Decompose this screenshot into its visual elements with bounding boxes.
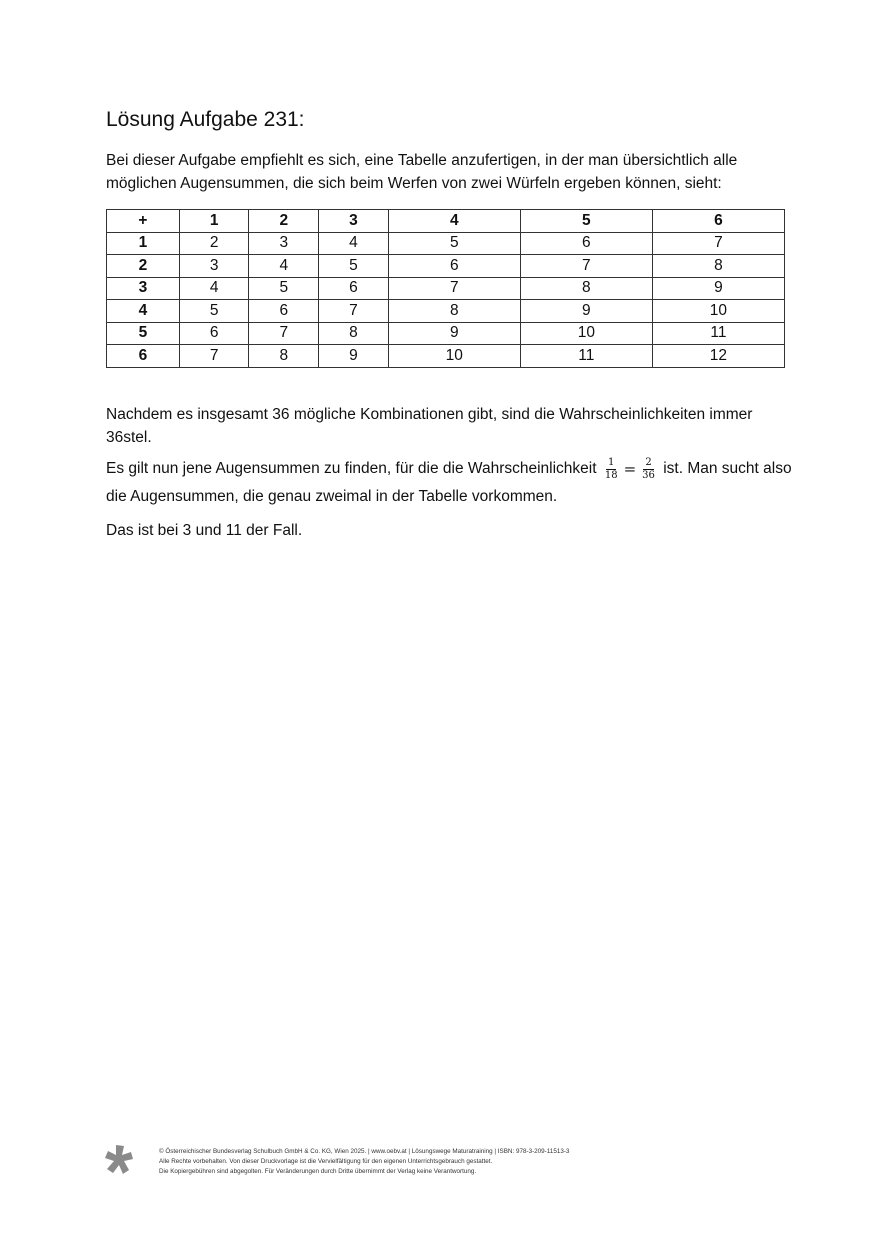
table-cell: 4: [179, 277, 249, 300]
fraction-denominator: 36: [642, 469, 655, 481]
table-row: [107, 300, 785, 323]
fraction-numerator: 1: [608, 456, 615, 468]
footer-line-3: Die Kopiergebühren sind abgegolten. Für Veränderungen durch Dritte übernimmt der Verlag keine Verantwortung.: [159, 1168, 477, 1175]
table-header-cell: 1: [179, 210, 249, 233]
table-cell: 8: [520, 277, 652, 300]
table-cell: 2: [179, 232, 249, 255]
probability-text-after: ist. Man sucht also die Augensummen, die genau zweimal in der Tabelle vorkommen.: [106, 460, 792, 506]
intro-paragraph: Bei dieser Aufgabe empfiehlt es sich, eine Tabelle anzufertigen, in der man übersichtlich alle möglichen Augensummen, die sich beim Werfen von zwei Würfeln ergeben können, sieht:: [106, 152, 738, 192]
table-row: [107, 232, 785, 255]
table-cell: 7: [520, 255, 652, 278]
fraction-one-eighteenth: [603, 457, 620, 482]
row-header-cell: 3: [107, 277, 180, 300]
table-header-row: [107, 210, 785, 233]
row-header-cell: 1: [107, 232, 180, 255]
table-cell: 8: [652, 255, 784, 278]
fraction-denominator: 18: [604, 469, 618, 481]
dice-sum-table: [106, 209, 785, 368]
table-cell: 7: [652, 232, 784, 255]
row-header-cell: 5: [107, 322, 180, 345]
table-cell: 9: [388, 322, 520, 345]
table-cell: 9: [520, 300, 652, 323]
table-cell: 5: [249, 277, 319, 300]
table-cell: 7: [179, 345, 249, 368]
table-cell: 6: [520, 232, 652, 255]
row-header-cell: 6: [107, 345, 180, 368]
footer-line-1: © Österreichischer Bundesverlag Schulbuch GmbH & Co. KG, Wien 2025. | www.oebv.at | Lösungswege Maturatraining | ISBN: 978-3-209-11513-3: [159, 1148, 570, 1155]
conclusion-paragraph: Das ist bei 3 und 11 der Fall.: [106, 522, 303, 539]
row-header-cell: 4: [107, 300, 180, 323]
table-cell: 5: [388, 232, 520, 255]
table-cell: 6: [388, 255, 520, 278]
table-row: [107, 322, 785, 345]
probability-text-before: Es gilt nun jene Augensummen zu finden, für die die Wahrscheinlichkeit: [106, 460, 597, 478]
table-cell: 10: [652, 300, 784, 323]
table-cell: 3: [179, 255, 249, 278]
table-cell: 7: [388, 277, 520, 300]
oebv-logo-icon: [104, 1144, 136, 1176]
table-cell: 7: [249, 322, 319, 345]
table-header-cell: +: [107, 210, 180, 233]
table-cell: 6: [249, 300, 319, 323]
table-row: [107, 277, 785, 300]
table-header-cell: 6: [652, 210, 784, 233]
table-header-cell: 2: [249, 210, 319, 233]
table-cell: 10: [388, 345, 520, 368]
table-cell: 6: [319, 277, 389, 300]
fraction-two-thirtysixths: [640, 457, 657, 482]
footer-line-2: Alle Rechte vorbehalten. Von dieser Druckvorlage ist die Vervielfältigung für den eigenen Unterrichtsgebrauch gestattet.: [159, 1158, 493, 1165]
table-cell: 7: [319, 300, 389, 323]
table-cell: 10: [520, 322, 652, 345]
table-row: [107, 345, 785, 368]
table-cell: 9: [652, 277, 784, 300]
page-title: Lösung Aufgabe 231:: [106, 108, 305, 131]
table-cell: 12: [652, 345, 784, 368]
footer-copyright: [159, 1147, 569, 1177]
probability-paragraph: [106, 455, 796, 511]
combinations-paragraph: Nachdem es insgesamt 36 mögliche Kombinationen gibt, sind die Wahrscheinlichkeiten immer 36stel.: [106, 406, 753, 446]
fraction-numerator: 2: [645, 456, 652, 468]
table-cell: 3: [249, 232, 319, 255]
table-cell: 5: [179, 300, 249, 323]
table-header-cell: 4: [388, 210, 520, 233]
table-cell: 6: [179, 322, 249, 345]
table-cell: 4: [319, 232, 389, 255]
equals-sign: =: [623, 460, 637, 478]
table-cell: 11: [520, 345, 652, 368]
table-cell: 5: [319, 255, 389, 278]
table-row: [107, 255, 785, 278]
table-header-cell: 5: [520, 210, 652, 233]
table-cell: 8: [249, 345, 319, 368]
table-cell: 8: [319, 322, 389, 345]
row-header-cell: 2: [107, 255, 180, 278]
table-cell: 11: [652, 322, 784, 345]
table-cell: 9: [319, 345, 389, 368]
table-cell: 4: [249, 255, 319, 278]
table-cell: 8: [388, 300, 520, 323]
table-header-cell: 3: [319, 210, 389, 233]
